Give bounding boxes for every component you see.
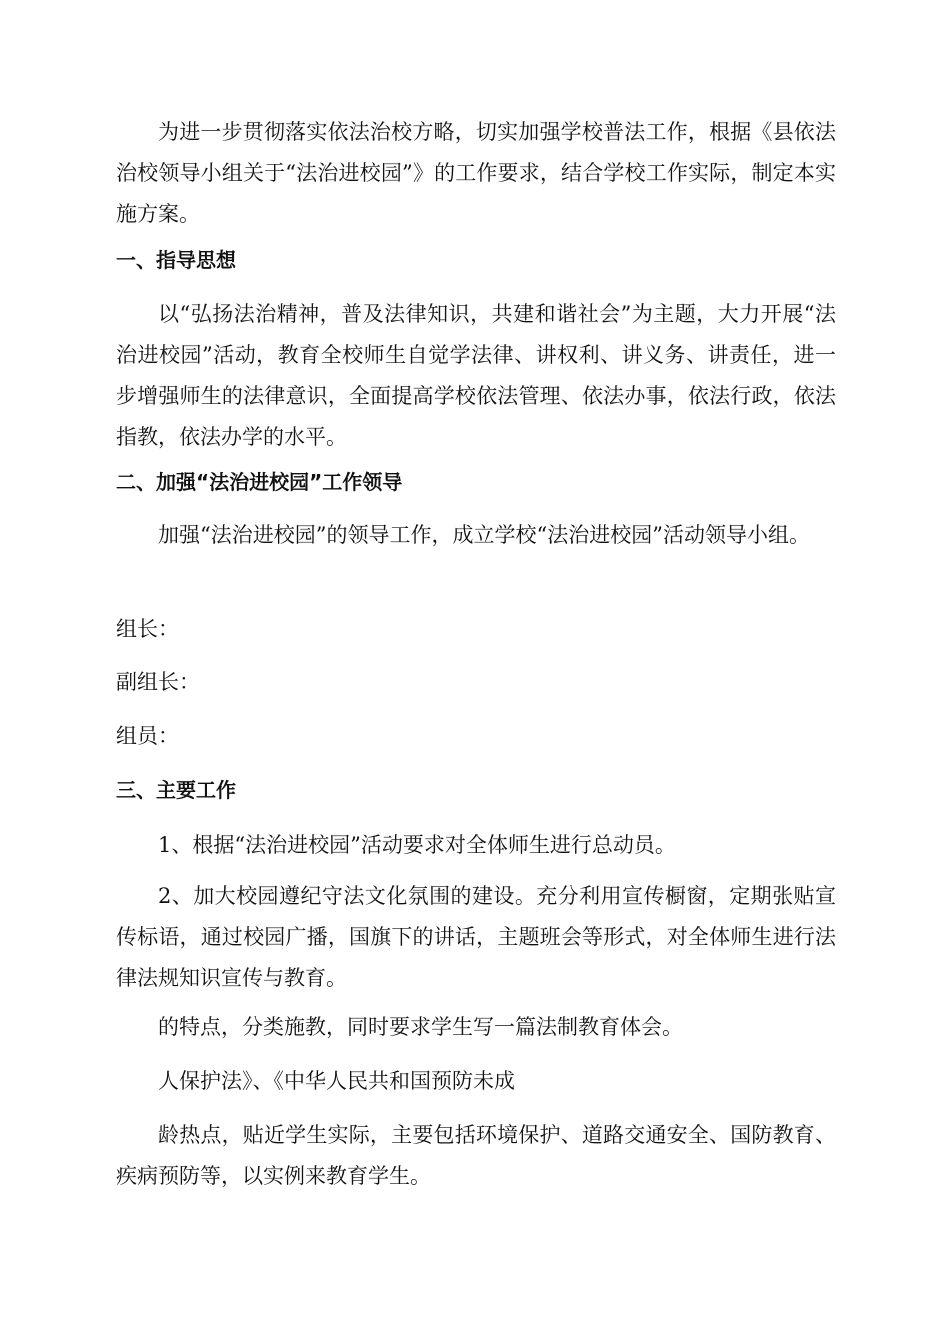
- deputy-leader-label: 副组长：: [116, 670, 200, 694]
- section-2-body: 加强“法治进校园”的领导工作，成立学校“法治进校园”活动领导小组。: [158, 523, 810, 547]
- leader-label: 组长：: [116, 617, 179, 641]
- section-1-body: 以“弘扬法治精神，普及法律知识，共建和谐社会”为主题，大力开展“法治进校园”活动，教育全校师生自觉学法律、讲权利、讲义务、讲责任，进一步增强师生的法律意识，全面提高学校依法管理、依法办事，依法行政，依法指教，依法办学的水平。: [116, 302, 836, 449]
- section-2-heading: 二、加强“法治进校园”工作领导: [116, 470, 403, 494]
- member-label: 组员：: [116, 724, 179, 748]
- section-3-fragment-1: 的特点，分类施教，同时要求学生写一篇法制教育体会。: [158, 1015, 683, 1039]
- intro-paragraph: 为进一步贯彻落实依法治校方略，切实加强学校普法工作，根据《县依法治校领导小组关于“法治进校园”》的工作要求，结合学校工作实际，制定本实施方案。: [116, 120, 836, 226]
- section-3-item-1: 1、根据“法治进校园”活动要求对全体师生进行总动员。: [158, 833, 676, 857]
- section-3-fragment-2: 人保护法》、《中华人民共和国预防未成: [158, 1069, 515, 1093]
- section-3-item-2: 2、加大校园遵纪守法文化氛围的建设。充分利用宣传橱窗，定期张贴宣传标语，通过校园广播，国旗下的讲话，主题班会等形式，对全体师生进行法律法规知识宣传与教育。: [116, 884, 836, 990]
- section-3-fragment-3: 龄热点，贴近学生实际，主要包括环境保护、道路交通安全、国防教育、疾病预防等，以实例来教育学生。: [116, 1123, 836, 1188]
- section-1-heading: 一、指导思想: [116, 248, 236, 272]
- section-3-heading: 三、主要工作: [116, 778, 236, 802]
